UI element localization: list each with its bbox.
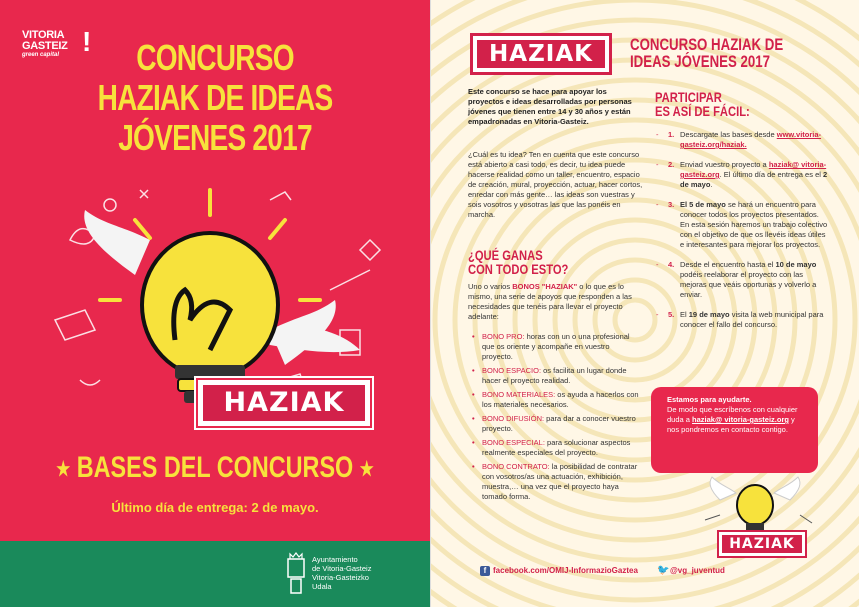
ayuntamiento-label: Ayuntamiento de Vitoria-Gasteiz Vitoria-Gasteizko Udala [312,555,372,591]
city-crest-icon [285,549,307,599]
twitter-link[interactable]: 🐦@vg_juventud [657,565,725,576]
back-title: CONCURSO HAZIAK DE IDEAS JÓVENES 2017 [630,35,784,71]
bonos-list [472,332,642,506]
help-email-link[interactable]: haziak@ vitoria-gasteiz.org [692,415,789,424]
bases-link[interactable]: www.vitoria-gasteiz.org/haziak. [680,130,822,149]
twitter-icon: 🐦 [657,565,670,576]
step-item: - 3. El 5 de mayo se hará un encuentro para conocer todos los proyectos presentados. En esta sesión haremos un trabajo colectivo con el objetivo de que os llevéis ideas útiles e interesantes para mejorar los proyectos. [656,200,828,249]
step-item: - 2. Enviad vuestro proyecto a haziak@ vitoria-gasteiz.org. El último día de entrega es el 2 de mayo. [656,160,828,189]
intro-paragraph: Este concurso se hace para apoyar los proyectos e ideas desarrolladas por personas jóvenes que tienen entre 14 y 30 años y están empadronadas en Vitoria-Gasteiz. [468,87,632,126]
bases-heading: ★ BASES DEL CONCURSO ★ [56,451,374,484]
list-item: • BONO ESPACIO: os facilita un lugar donde hacer el proyecto realidad. [472,366,642,386]
step-item: - 5. El 19 de mayo visita la web municipal para conocer el fallo del concurso. [656,310,824,329]
list-item: • BONO DIFUSIÓN: para dar a conocer vuestro proyecto. [472,414,642,434]
pencil-doodle-icon [330,270,370,290]
haziak-logo-small: HAZIAK [717,530,807,558]
star-icon: ★ [56,458,71,481]
list-item: • BONO ESPECIAL: para solucionar aspectos realmente especiales del proyecto. [472,438,642,458]
facebook-link[interactable]: f facebook.com/OMIJ-InformazioGaztea [480,566,638,576]
step-item: - 1. Descargate las bases desde www.vitoria-gasteiz.org/haziak. [656,130,822,149]
haziak-logo-top: HAZIAK [470,33,612,75]
lightbulb-small-icon [700,475,820,535]
step-item: - 4. Desde el encuentro hasta el 10 de mayo podéis reelaborar el proyecto con las mejoras que veáis oportunas y volverlo a enviar. [656,260,817,299]
steps-list [656,130,828,340]
vitoria-gasteiz-logo: VITORIA GASTEIZ green capital ! [22,26,92,58]
help-box: Estamos para ayudarte. De modo que escríbenos con cualquier duda a haziak@ vitoria-gasteiz.org y nos pondremos en contacto contigo. [651,387,818,473]
fold-line [430,0,431,607]
haziak-logo-badge: HAZIAK [196,378,372,428]
list-item: • BONO PRO: horas con un o una profesional que os oriente y acompañe en vuestro proyecto. [472,332,642,362]
bonos-intro: Uno o varios BONOS "HAZIAK" o lo que es lo mismo, una serie de apoyos que responden a las necesidades que tenéis para llevar el proyecto adelante: [468,282,632,321]
what-you-win-heading: ¿QUÉ GANAS CON TODO ESTO? [468,247,569,277]
cover-title: CONCURSO HAZIAK DE IDEAS JÓVENES 2017 [97,37,333,158]
list-item: • BONO MATERIALES: os ayuda a hacerlos con los materiales necesarios. [472,390,642,410]
deadline-text: Último día de entrega: 2 de mayo. [111,500,319,515]
facebook-icon: f [480,566,490,576]
list-item: • BONO CONTRATO: la posibilidad de contratar con vosotros/as una actuación, exhibición, muestra,… una vez que el proyecto haya tomado forma. [472,462,642,502]
star-icon: ★ [359,458,374,481]
hand-doodle-icon [55,310,95,340]
idea-paragraph: ¿Cuál es tu idea? Ten en cuenta que este concurso está abierto a casi todo, es decir, tu idea puede hacerse realidad como un taller, encuentro, espacio de creación, mural, proyección, actuar, hacer cortos, enredar con más gente… las ideas son vuestras y sois vosotros y vosotras las que las ponéis en marcha. [468,150,643,219]
wing-icon [84,210,150,275]
email-link[interactable]: haziak@ vitoria-gasteiz.org [680,160,827,179]
participate-heading: PARTICIPAR ES ASÍ DE FÁCIL: [655,89,750,119]
